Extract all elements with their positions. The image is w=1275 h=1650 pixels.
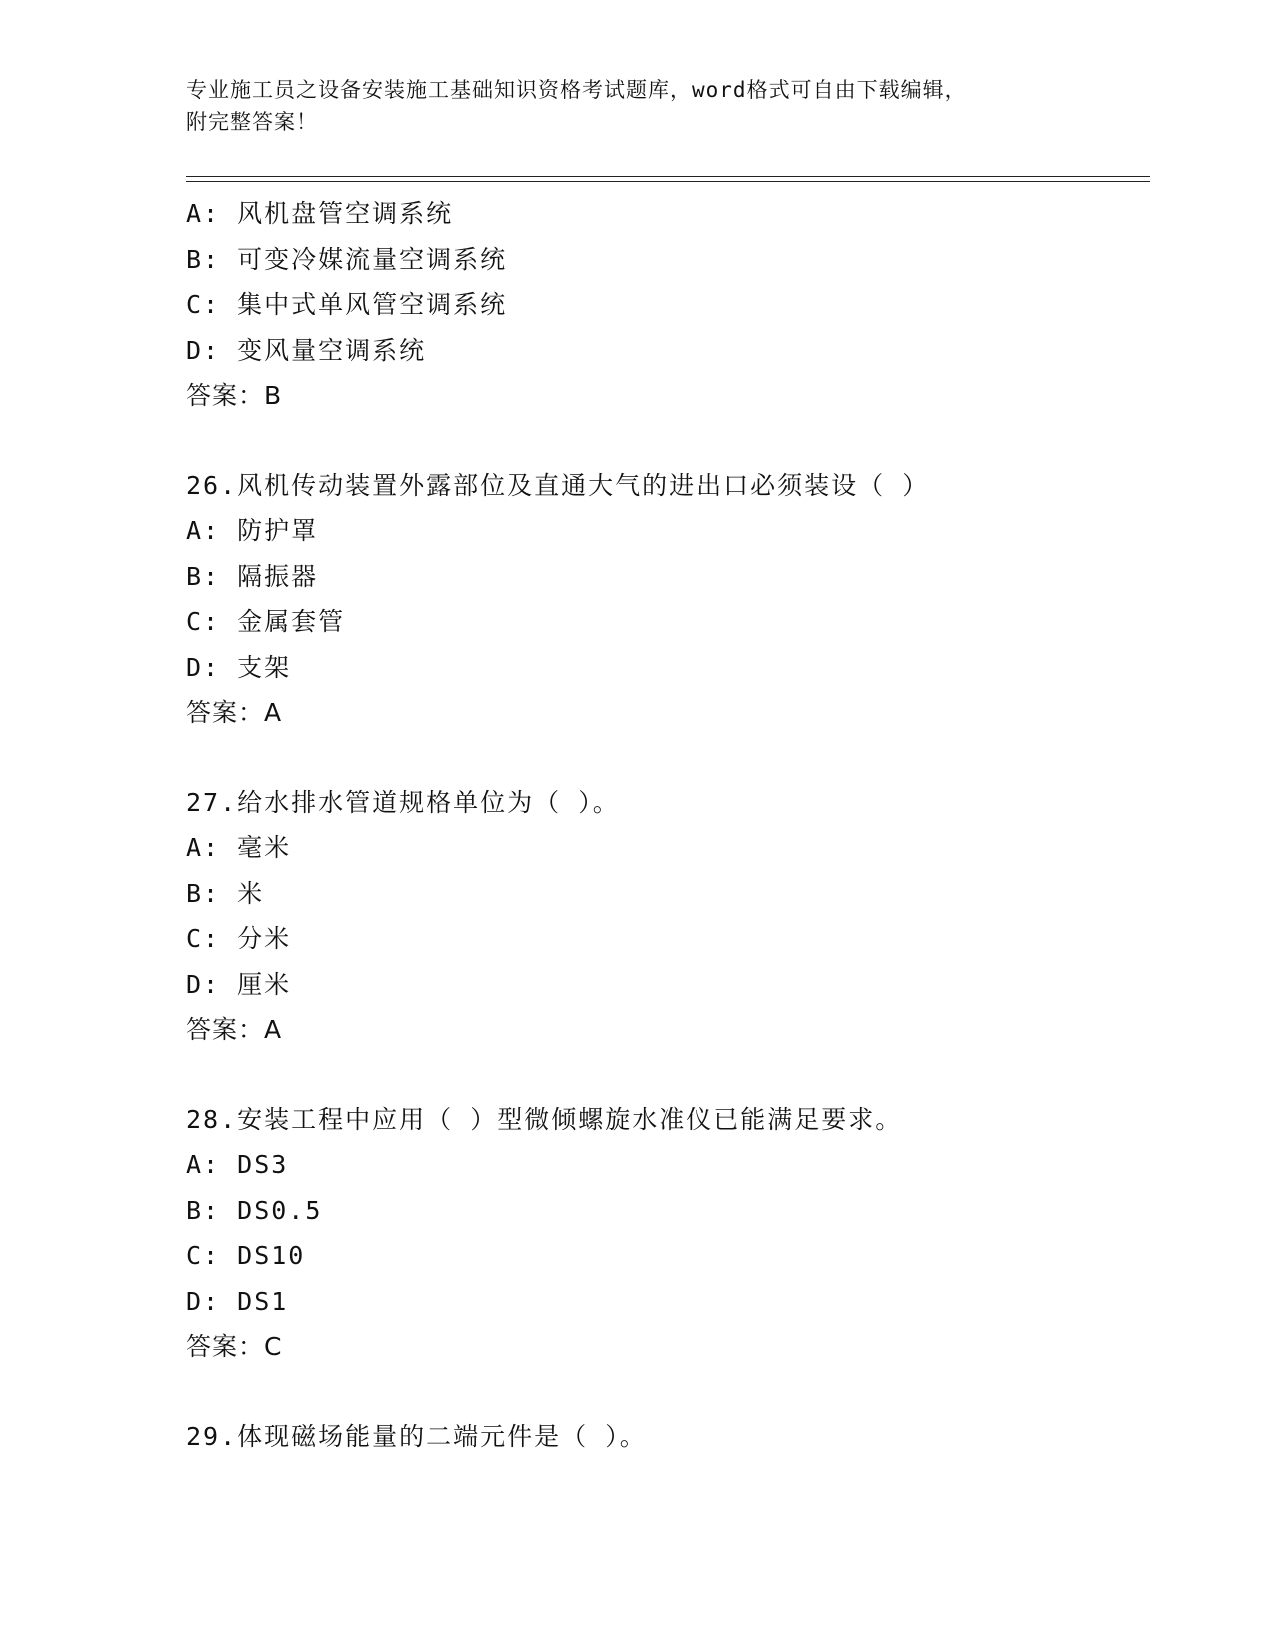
option-c: C: 集中式单风管空调系统 <box>186 290 508 319</box>
option-c: C: 金属套管 <box>186 607 346 636</box>
answer: 答案：A <box>186 698 283 727</box>
question-29-block <box>186 1414 1150 1460</box>
question-26-text: 26.风机传动装置外露部位及直通大气的进出口必须装设（ ） <box>186 470 930 500</box>
option-b: B: DS0.5 <box>186 1195 323 1225</box>
option-a: A: 毫米 <box>186 833 292 862</box>
spacer <box>186 736 1150 780</box>
spacer <box>186 1370 1150 1414</box>
header-rule-bottom <box>186 181 1150 182</box>
option-d: D: 支架 <box>186 652 292 682</box>
option-b: B: 米 <box>186 878 265 908</box>
document-header <box>186 74 1086 138</box>
question-28-text: 28.安装工程中应用（ ）型微倾螺旋水准仪已能满足要求。 <box>186 1104 903 1134</box>
option-a: A: 风机盘管空调系统 <box>186 199 454 228</box>
option-a: A: DS3 <box>186 1150 289 1179</box>
question-27-block <box>186 780 1150 1053</box>
question-25-block <box>186 191 1150 419</box>
question-27-text: 27.给水排水管道规格单位为（ ）。 <box>186 787 620 817</box>
header-rule-top <box>186 176 1150 177</box>
option-d: D: DS1 <box>186 1286 289 1316</box>
option-a: A: 防护罩 <box>186 516 319 545</box>
question-list <box>186 191 1150 1459</box>
spacer <box>186 1053 1150 1097</box>
answer: 答案：B <box>186 381 283 410</box>
question-29-text: 29.体现磁场能量的二端元件是（ ）。 <box>186 1421 647 1451</box>
option-b: B: 隔振器 <box>186 561 319 591</box>
option-b: B: 可变冷媒流量空调系统 <box>186 244 508 274</box>
header-line-2: 附完整答案！ <box>186 110 318 134</box>
option-d: D: 厘米 <box>186 969 292 999</box>
answer: 答案：C <box>186 1332 283 1361</box>
question-26-block <box>186 463 1150 736</box>
spacer <box>186 419 1150 463</box>
option-d: D: 变风量空调系统 <box>186 335 427 365</box>
header-line-1: 专业施工员之设备安装施工基础知识资格考试题库，word格式可自由下载编辑， <box>186 78 967 102</box>
answer: 答案：A <box>186 1015 283 1044</box>
question-28-block <box>186 1097 1150 1370</box>
option-c: C: DS10 <box>186 1241 306 1270</box>
option-c: C: 分米 <box>186 924 292 953</box>
